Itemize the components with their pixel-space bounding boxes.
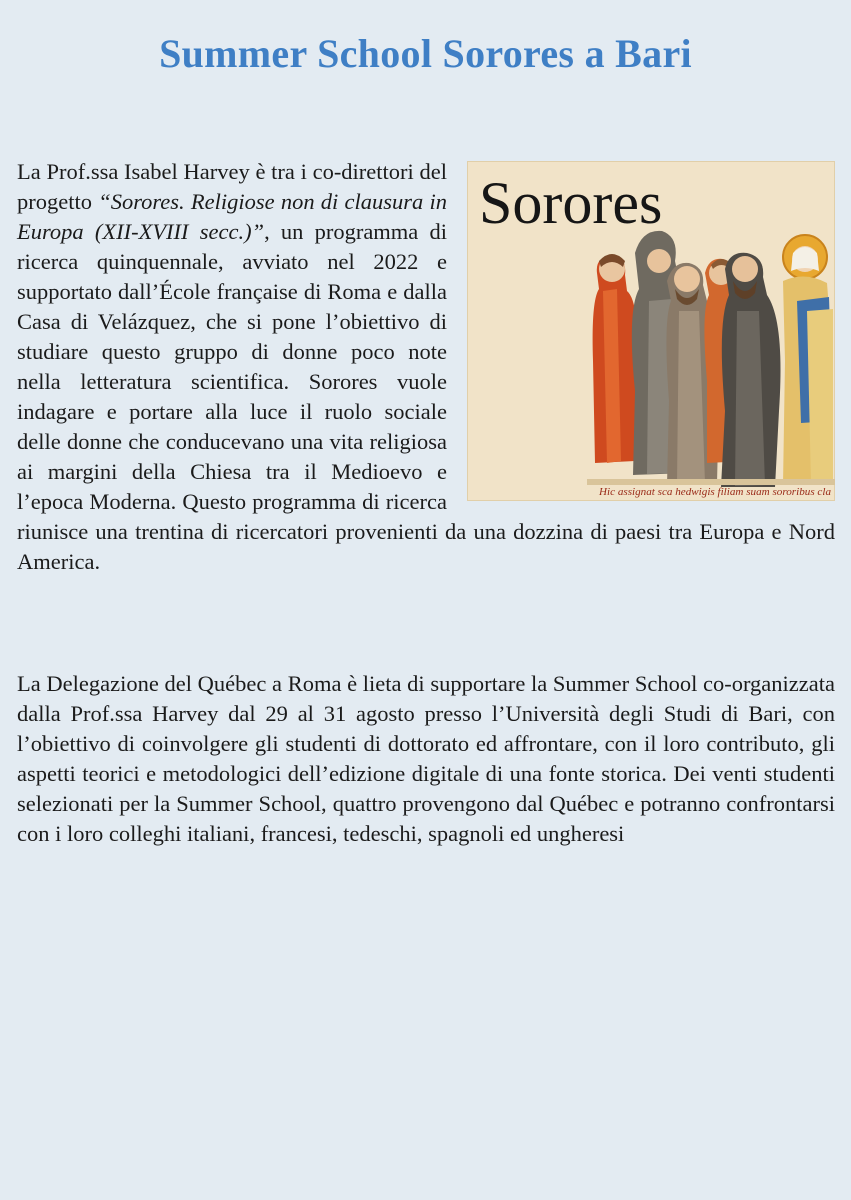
sorores-illustration — [467, 161, 835, 501]
sorores-logo-text: Sorores — [479, 170, 663, 236]
project-title: “Sorores. Religiose non di clausura in Europa (XII-XVIII secc.)” — [17, 189, 447, 244]
article-body — [17, 157, 835, 849]
intro-rest: , un programma di ricerca quinquennale, avviato nel 2022 e supportato dall’École française di Roma e dalla Casa di Velázquez, che si pone l’obiettivo di studiare questo gruppo di donne poco note nella letteratura scientifica. Sorores vuole indagare e portare alla luce il ruolo sociale delle donne che conducevano una vita religiosa ai margini della Chiesa tra il Medioevo e l’epoca Moderna. Questo programma di ricerca riunisce una trentina di ricercatori provenienti da una dozzina di paesi tra Europa e Nord America. — [17, 219, 835, 574]
manuscript-image — [467, 161, 835, 501]
intro-lead: La Prof.ssa Isabel Harvey è tra i co-direttori del progetto — [17, 159, 447, 214]
manuscript-caption: Hic assignat sca hedwigis filiam suam sororibus cla — [597, 486, 832, 498]
page-title: Summer School Sorores a Bari — [159, 31, 692, 76]
summer-school-paragraph: La Delegazione del Québec a Roma è lieta di supportare la Summer School co-organizzata dalla Prof.ssa Harvey dal 29 al 31 agosto presso l’Università degli Studi di Bari, con l’obiettivo di coinvolgere gli studenti di dottorato ed affrontare, con il loro contributo, gli aspetti teorici e metodologici dell’edizione digitale di una fonte storica. Dei venti studenti selezionati per la Summer School, quattro provengono dal Québec e potranno confrontarsi con i loro colleghi italiani, francesi, tedeschi, spagnoli ed ungheresi — [17, 671, 835, 846]
